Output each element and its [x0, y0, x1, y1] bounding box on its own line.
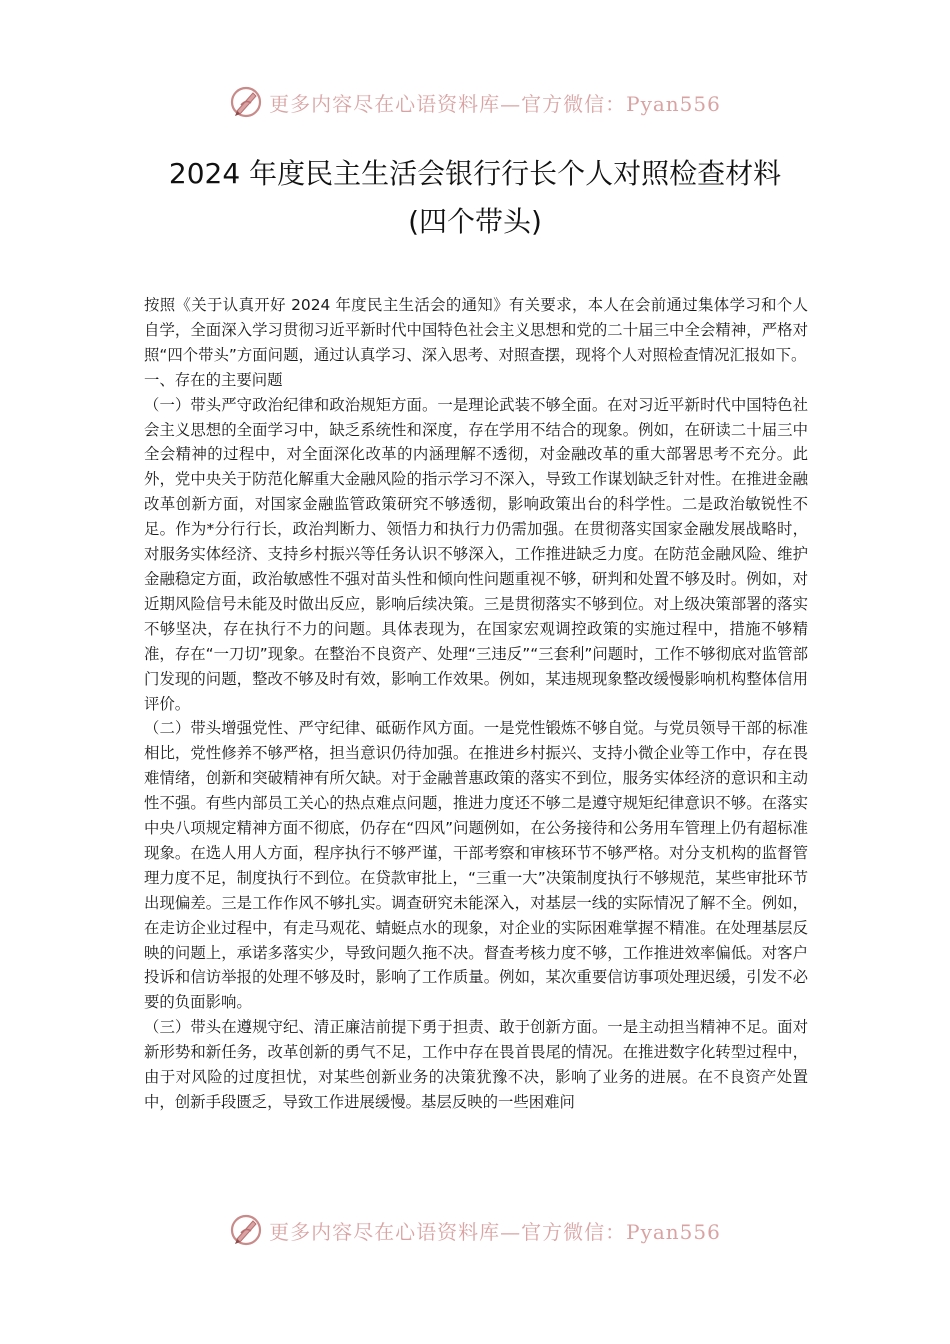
paragraph-1: （一）带头严守政治纪律和政治规矩方面。一是理论武装不够全面。在对习近平新时代中国特色社会主义思想的全面学习中，缺乏系统性和深度，存在学用不结合的现象。例如，在研读二十届三中全会精神的过程中，对全面深化改革的内涵理解不透彻，对金融改革的重大部署思考不充分。此外，党中央关于防范化解重大金融风险的指示学习不深入，导致工作谋划缺乏针对性。在推进金融改革创新方面，对国家金融监管政策研究不够透彻，影响政策出台的科学性。二是政治敏锐性不足。作为*分行行长，政治判断力、领悟力和执行力仍需加强。在贯彻落实国家金融发展战略时，对服务实体经济、支持乡村振兴等任务认识不够深入，工作推进缺乏力度。在防范金融风险、维护金融稳定方面，政治敏感性不强对苗头性和倾向性问题重视不够，研判和处置不够及时。例如，对近期风险信号未能及时做出反应，影响后续决策。三是贯彻落实不够到位。对上级决策部署的落实不够坚决，存在执行不力的问题。具体表现为，在国家宏观调控政策的实施过程中，措施不够精准，存在“一刀切”现象。在整治不良资产、处理“三违反”“三套利”问题时，工作不够彻底对监管部门发现的问题，整改不够及时有效，影响工作效果。例如，某违规现象整改缓慢影响机构整体信用评价。	[144, 395, 808, 713]
footer-watermark-banner	[0, 1210, 950, 1250]
watermark-text: 更多内容尽在心语资料库—官方微信：Pyan556	[269, 1219, 721, 1244]
document-title-line-1: 2024 年度民主生活会银行行长个人对照检查材料	[168, 157, 782, 190]
pen-logo-icon	[229, 1213, 263, 1247]
section-heading: 一、存在的主要问题	[144, 370, 283, 389]
watermark-text: 更多内容尽在心语资料库—官方微信：Pyan556	[269, 91, 721, 116]
document-title-line-2: (四个带头)	[408, 205, 542, 238]
document-body	[144, 293, 808, 1193]
paragraph-3: （三）带头在遵规守纪、清正廉洁前提下勇于担责、敢于创新方面。一是主动担当精神不足。面对新形势和新任务，改革创新的勇气不足，工作中存在畏首畏尾的情况。在推进数字化转型过程中，由于对风险的过度担忧，对某些创新业务的决策犹豫不决，影响了业务的进展。在不良资产处置中，创新手段匮乏，导致工作进展缓慢。基层反映的一些困难问	[144, 1018, 808, 1111]
intro-paragraph: 按照《关于认真开好 2024 年度民主生活会的通知》有关要求，本人在会前通过集体学习和个人自学，全面深入学习贯彻习近平新时代中国特色社会主义思想和党的二十届三中全会精神，严格对照“四个带头”方面问题，通过认真学习、深入思考、对照查摆，现将个人对照检查情况汇报如下。	[144, 296, 808, 364]
header-watermark-banner	[0, 82, 950, 122]
paragraph-2: （二）带头增强党性、严守纪律、砥砺作风方面。一是党性锻炼不够自觉。与党员领导干部的标准相比，党性修养不够严格，担当意识仍待加强。在推进乡村振兴、支持小微企业等工作中，存在畏难情绪，创新和突破精神有所欠缺。对于金融普惠政策的落实不到位，服务实体经济的意识和主动性不强。有些内部员工关心的热点难点问题，推进力度还不够二是遵守规矩纪律意识不够。在落实中央八项规定精神方面不彻底，仍存在“四风”问题例如，在公务接待和公务用车管理上仍有超标准现象。在选人用人方面，程序执行不够严谨，干部考察和审核环节不够严格。对分支机构的监督管理力度不足，制度执行不到位。在贷款审批上，“三重一大”决策制度执行不够规范，某些审批环节出现偏差。三是工作作风不够扎实。调查研究未能深入，对基层一线的实际情况了解不全。例如，在走访企业过程中，有走马观花、蜻蜓点水的现象，对企业的实际困难掌握不精准。在处理基层反映的问题上，承诺多落实少，导致问题久拖不决。督查考核力度不够，工作推进效率偏低。对客户投诉和信访举报的处理不够及时，影响了工作质量。例如，某次重要信访事项处理迟缓，引发不必要的负面影响。	[144, 719, 808, 1012]
pen-logo-icon	[229, 85, 263, 119]
